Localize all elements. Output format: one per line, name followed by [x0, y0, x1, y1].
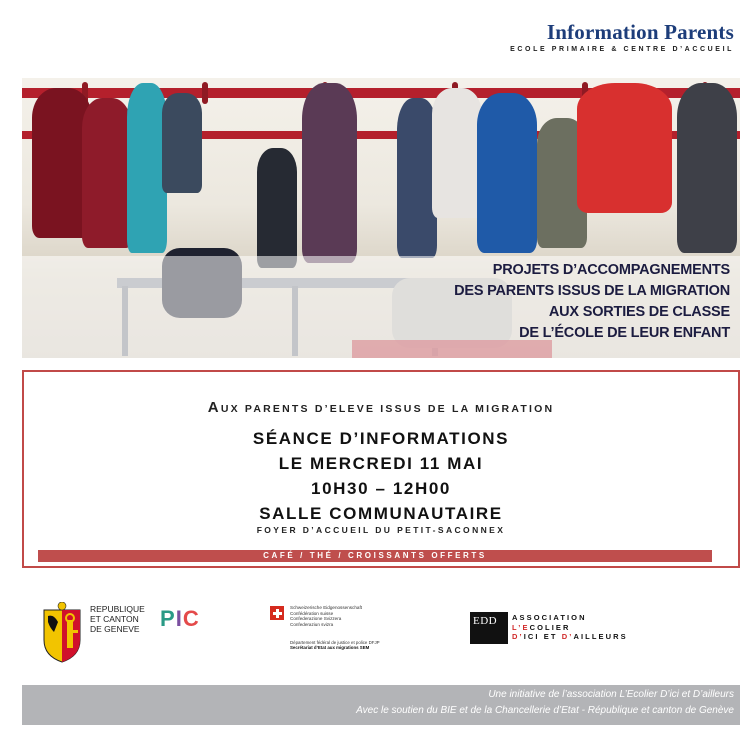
hook: [202, 82, 208, 104]
swiss-name-line: Schweizerische Eidgenossenschaft: [290, 605, 363, 610]
coat: [257, 148, 297, 268]
footer-band: [22, 685, 740, 725]
swiss-dept-line: Département fédéral de justice et police DFJP: [290, 640, 380, 645]
event-venue: FOYER D’ACCUEIL DU PETIT-SACONNEX: [256, 525, 506, 535]
invite-line: [24, 399, 738, 416]
swiss-names: [290, 605, 362, 627]
event-room: SALLE COMMUNAUTAIRE: [259, 504, 503, 523]
swiss-logo: [270, 602, 450, 662]
pic-letter: P: [160, 606, 176, 631]
coat: [302, 83, 357, 263]
page-subtitle: ECOLE PRIMAIRE & CENTRE D’ACCUEIL: [510, 46, 734, 53]
coat: [677, 83, 737, 253]
coat: [127, 83, 167, 253]
coat: [82, 98, 132, 248]
swiss-sem-line: Secrétariat d’Etat aux migrations SEM: [290, 645, 370, 651]
event-title: SÉANCE D’INFORMATIONS: [252, 429, 510, 448]
coat: [162, 93, 202, 193]
edd-text: [512, 613, 628, 642]
pic-letter: C: [182, 606, 200, 631]
edd-word: AILLEURS: [573, 632, 628, 641]
geneve-label-line: ET CANTON: [90, 614, 139, 624]
hero-caption: [454, 260, 730, 344]
hero-line: DE L’ÉCOLE DE LEUR ENFANT: [519, 325, 730, 341]
swiss-department: [290, 640, 380, 651]
coat: [397, 98, 437, 258]
event-date: LE MERCREDI 11 MAI: [278, 454, 484, 473]
event-time: 10H30 – 12H00: [311, 479, 451, 498]
pic-logo: [160, 606, 200, 632]
edd-line: ASSOCIATION: [512, 613, 587, 622]
invite-text: UX PARENTS D’ELEVE ISSUS DE LA MIGRATION: [220, 403, 555, 415]
coat: [477, 93, 537, 253]
edd-letter: L’E: [512, 622, 530, 632]
geneve-label-line: REPUBLIQUE: [90, 604, 145, 614]
event-frame: [22, 370, 740, 568]
offer-band: CAFÉ / THÉ / CROISSANTS OFFERTS: [38, 550, 712, 562]
swiss-cross-icon: [270, 606, 284, 620]
edd-box: EDD: [470, 612, 508, 644]
swiss-name-line: Confédération suisse: [290, 610, 334, 616]
coat: [432, 88, 482, 218]
coat: [577, 83, 672, 213]
geneve-logo: [40, 592, 190, 672]
hero-line: AUX SORTIES DE CLASSE: [548, 304, 730, 320]
geneve-shield-icon: [40, 602, 84, 664]
edd-letter: D’: [561, 632, 574, 641]
hero-photo: [22, 78, 740, 358]
geneve-label-line: DE GENEVE: [90, 624, 140, 634]
hero-line: DES PARENTS ISSUS DE LA MIGRATION: [454, 283, 730, 299]
edd-word: ICI ET: [523, 632, 562, 641]
geneve-label: [90, 604, 145, 634]
edd-logo: [470, 612, 640, 646]
hero-line: PROJETS D’ACCOMPAGNEMENTS: [492, 262, 730, 278]
edd-word: COLIER: [529, 622, 571, 632]
swiss-name-line: Confederaziun svizra: [290, 621, 334, 627]
footer-support: Avec le soutien du BIE et de la Chancellerie d’Etat - République et canton de Genève: [356, 705, 734, 716]
edd-letter: D’: [512, 632, 524, 641]
footer-initiative: Une initiative de l’association L’Ecolier D’ici et D’ailleurs: [488, 689, 734, 700]
pic-letter: I: [175, 606, 183, 631]
swiss-name-line: Confederazione Svizzera: [290, 616, 342, 622]
invite-initial: A: [207, 399, 221, 416]
page-title: Information Parents: [546, 20, 734, 44]
